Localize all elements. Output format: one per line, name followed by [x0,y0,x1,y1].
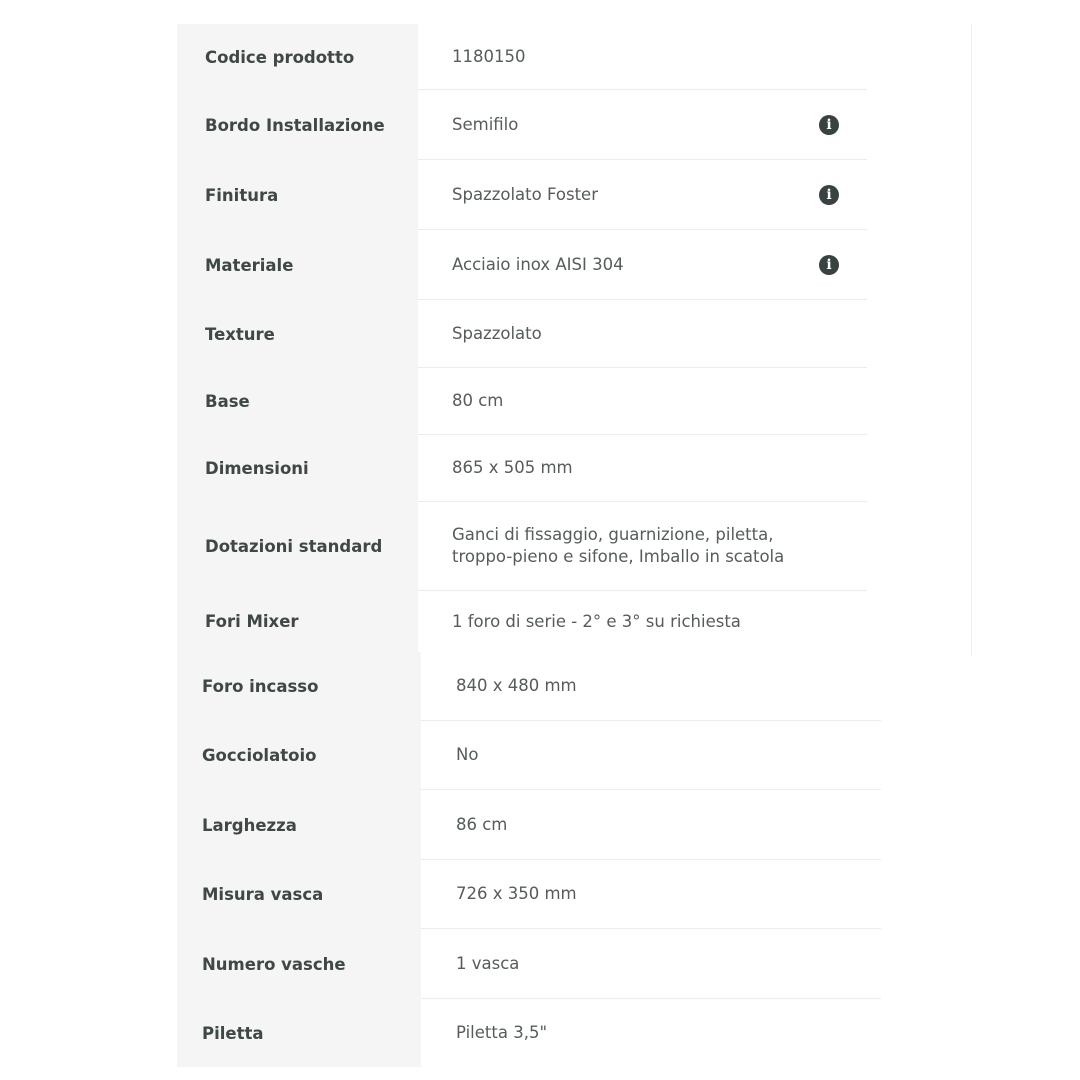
spec-value-line: Ganci di fissaggio, guarnizione, piletta, [452,525,774,544]
spec-value [421,860,881,929]
spec-value-line: troppo-pieno e sifone, Imballo in scatola [452,547,785,566]
spec-label: Piletta [177,999,421,1067]
table-row [177,860,881,929]
spec-value [418,502,867,591]
spec-value-text: Spazzolato Foster [452,184,598,204]
table-row [177,721,881,790]
spec-value-text: Piletta 3,5" [456,1023,548,1042]
spec-value-text [452,524,839,568]
table-row [177,999,881,1067]
spec-label: Fori Mixer [177,591,418,652]
spec-value [421,652,881,721]
spec-label: Misura vasca [177,860,421,929]
spec-value-text: 86 cm [456,814,508,834]
spec-value-text: 1180150 [452,46,526,66]
spec-value [421,929,881,999]
spec-value [418,300,867,368]
spec-label: Codice prodotto [177,24,418,90]
table-row [177,929,881,999]
spec-value [418,90,867,160]
spec-value-text: 1 vasca [456,953,520,973]
spec-value [418,160,867,230]
spec-label: Materiale [177,230,418,300]
divider-line [971,24,972,656]
table-row [177,300,867,368]
spec-label: Texture [177,300,418,368]
spec-label: Dimensioni [177,435,418,502]
info-icon[interactable]: i [819,185,839,205]
spec-table-primary [177,24,867,652]
spec-value-text: 1 foro di serie - 2° e 3° su richiesta [452,611,741,631]
table-row [177,502,867,591]
spec-value [418,435,867,502]
spec-value-text: Spazzolato [452,323,542,343]
info-icon[interactable]: i [819,115,839,135]
table-row [177,160,867,230]
spec-label: Foro incasso [177,652,421,721]
spec-label: Gocciolatoio [177,721,421,790]
spec-label: Bordo Installazione [177,90,418,160]
table-row [177,790,881,860]
spec-value-text: 80 cm [452,391,504,410]
spec-value [418,24,867,90]
table-row [177,591,867,652]
spec-value-text: 840 x 480 mm [456,676,577,695]
spec-label: Larghezza [177,790,421,860]
spec-label: Dotazioni standard [177,502,418,591]
spec-value-text: Acciaio inox AISI 304 [452,254,624,274]
spec-label: Base [177,368,418,435]
spec-table-secondary [177,652,881,1067]
spec-value-text: Semifilo [452,114,519,134]
table-row [177,435,867,502]
table-row [177,24,867,90]
spec-value [418,230,867,300]
spec-label: Numero vasche [177,929,421,999]
info-icon[interactable]: i [819,255,839,275]
table-row [177,90,867,160]
spec-value-text: 726 x 350 mm [456,884,577,903]
spec-value [418,368,867,435]
table-row [177,368,867,435]
spec-value [421,790,881,860]
table-row [177,652,881,721]
spec-value [421,999,881,1067]
spec-value-text: No [456,745,479,764]
spec-value [418,591,867,652]
spec-label: Finitura [177,160,418,230]
spec-value [421,721,881,790]
spec-value-text: 865 x 505 mm [452,458,573,477]
table-row [177,230,867,300]
